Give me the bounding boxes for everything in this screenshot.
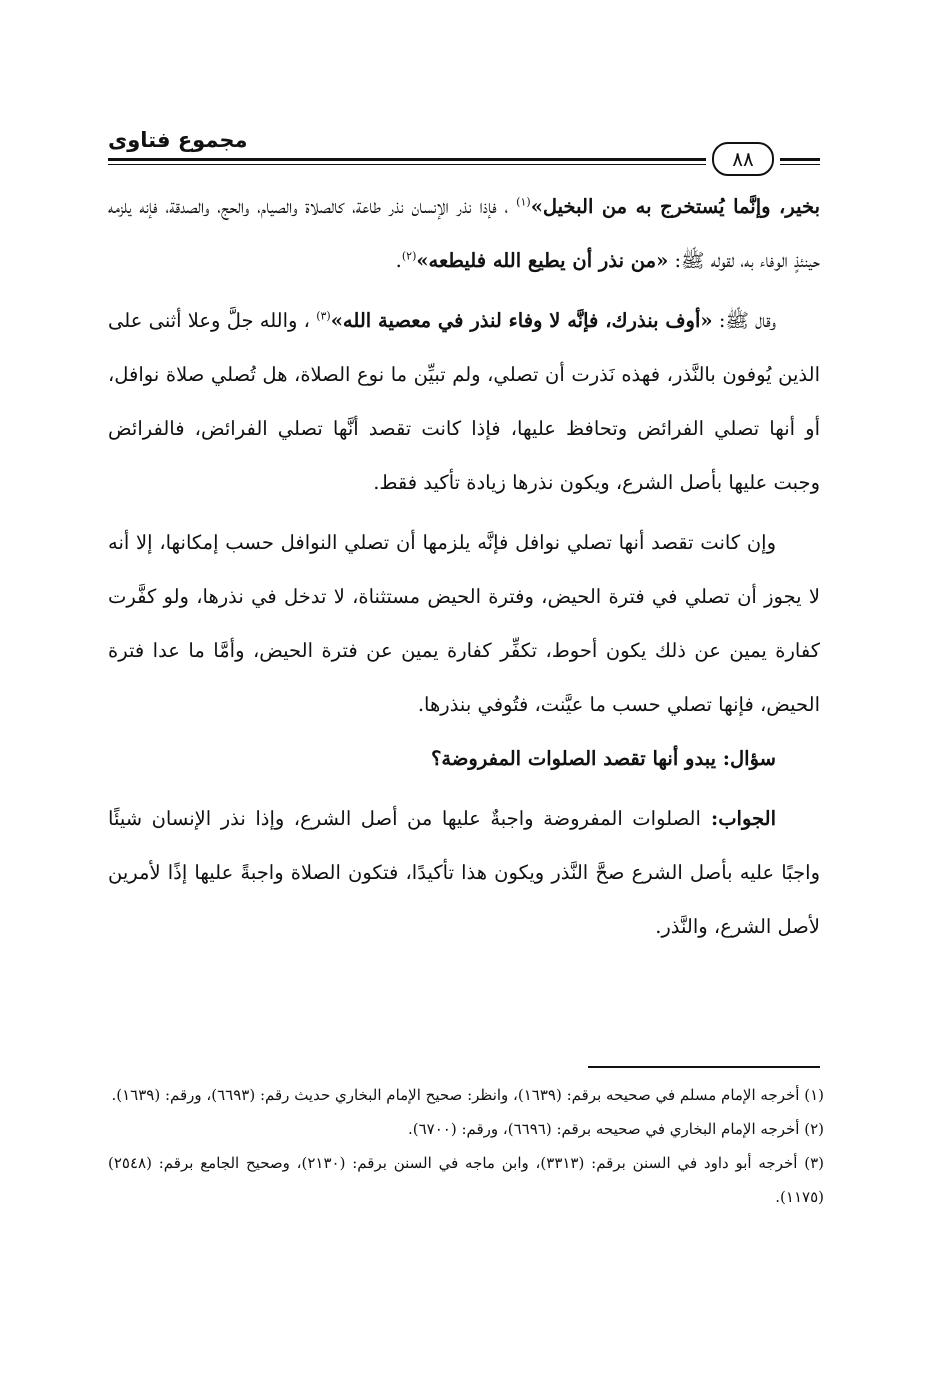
hadith-quote-1: بخير، وإنَّما يُستخرج به من البخيل»	[530, 195, 821, 218]
header-rule-thin	[108, 164, 706, 165]
paragraph-3: وإن كانت تقصد أنها تصلي نوافل فإنَّه يلزمها أن تصلي النوافل حسب إمكانها، إلا أنه لا يجوز أن تصلي في فترة الحيض، وفترة الحيض مستثناة، لا تدخل في نذرها، ولو كفَّرت كفارة يمين عن ذلك يكون أحوط، تكفِّر كفارة يمين عن فترة الحيض، وأمَّا ما عدا فترة الحيض، فإنها تصلي حسب ما عيَّنت، فتُوفي بنذرها.	[108, 531, 820, 716]
footnote-ref-2: (٢)	[401, 249, 417, 263]
paragraph-2-lead: وقال ﷺ:	[712, 309, 776, 332]
answer	[108, 792, 820, 954]
paragraph-1-end: .	[395, 249, 402, 272]
header-rule-thick	[108, 158, 706, 161]
footnote-2: (٢) أخرجه الإمام البخاري في صحيحه برقم: (٦٦٩٦)، ورقم: (٦٧٠٠).	[407, 1120, 824, 1138]
running-title: مجموع فتاوى	[108, 128, 248, 152]
hadith-quote-2: «من نذر أن يطيع الله فليطعه»	[416, 249, 669, 272]
question-text: سؤال: يبدو أنها تقصد الصلوات المفروضة؟	[431, 747, 776, 770]
answer-label: الجواب:	[700, 807, 776, 830]
footnotes	[108, 1078, 824, 1214]
paragraph-1-text: ، فإذا نذر الإنسان نذر طاعة، كالصلاة والصيام، والحج، والصدقة، فإنه يلزمه حينئذٍ الوفاء به، لقوله ﷺ:	[108, 195, 820, 272]
header-rule-right-thick	[780, 158, 820, 161]
paragraph-2	[108, 294, 820, 510]
footnote-separator	[588, 1066, 820, 1068]
footnote-3: (٣) أخرجه أبو داود في السنن برقم: (٣٣١٣)، وابن ماجه في السنن برقم: (٢١٣٠)، وصحيح الجامع برقم: (٢٥٤٨) (١١٧٥).	[108, 1154, 824, 1206]
page-header	[108, 128, 820, 174]
hadith-quote-3: «أوف بنذرك، فإنَّه لا وفاء لنذر في معصية الله»	[330, 309, 713, 332]
page-number: ٨٨	[712, 142, 774, 176]
paragraph-1	[108, 180, 820, 288]
question	[108, 732, 820, 786]
answer-text: الصلوات المفروضة واجبةٌ عليها من أصل الشرع، وإذا نذر الإنسان شيئًا واجبًا عليه بأصل الشرع صحَّ النَّذر ويكون هذا تأكيدًا، فتكون الصلاة واجبةً عليها إذًا لأمرين لأصل الشرع، والنَّذر.	[108, 807, 820, 938]
main-text	[108, 180, 820, 954]
paragraph-2-text: ، والله جلَّ وعلا أثنى على الذين يُوفون بالنَّذر، فهذه نَذرت أن تصلي، ولم تبيِّن ما نوع الصلاة، هل تُصلي صلاة نوافل، أو أنها تصلي الفرائض وتحافظ عليها، فإذا كانت تقصد أنَّها تصلي الفرائض، فالفرائض وجبت عليها بأصل الشرع، ويكون نذرها زيادة تأكيد فقط.	[108, 309, 820, 494]
footnote-1: (١) أخرجه الإمام مسلم في صحيحه برقم: (١٦٣٩)، وانظر: صحيح الإمام البخاري حديث رقم: (٦٦٩٣)، ورقم: (١٦٣٩).	[111, 1086, 824, 1104]
footnote-ref-1: (١)	[516, 195, 531, 209]
footnote-ref-3: (٣)	[316, 309, 331, 323]
header-rule-right-thin	[780, 164, 820, 165]
